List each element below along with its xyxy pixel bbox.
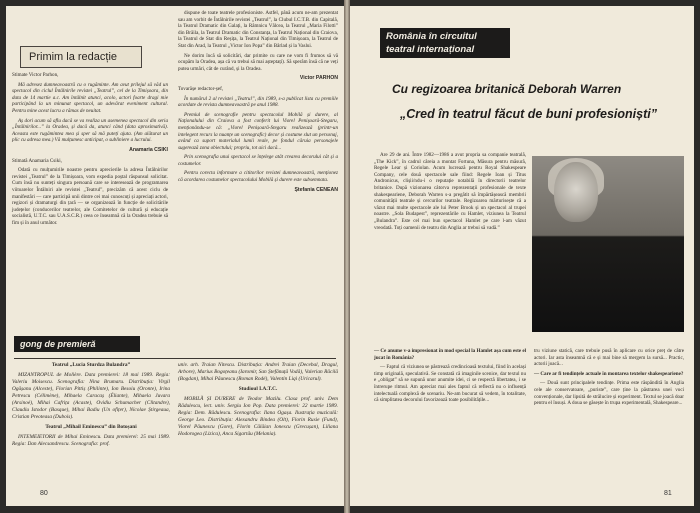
letter2-paragraph: În numărul 2 al revistei „Teatrul”, din 1989, s-a publicat lista cu premiile acordate de revista dumneavoastră pe anul 1988.: [178, 95, 338, 109]
letters-column-1: [12, 72, 168, 229]
premieres-column-2: [178, 362, 338, 441]
reply1-signature: Victor PARHON: [299, 75, 338, 82]
portrait-photo: [532, 156, 684, 332]
portrait-face: [554, 162, 598, 222]
answer: — Două sunt principalele tendințe. Prima este răspândită în Anglia cele ale conservatoare, „puriste”, care ține la păstrarea unei voci convenționale, dar lipsită de strălucire și experiment. Textul se joacă doar pentru el însuși. A doua se găsește în trupa experimentală, Shakespeare...: [534, 380, 684, 407]
letters-column-2: [178, 10, 338, 197]
question: — Ce anume v-a impresionat în mod special la Hamlet așa cum este el jucat în România?: [374, 348, 526, 361]
interview-quote: „Cred în teatrul făcut de buni profesioniști”: [400, 107, 657, 121]
letter2-paragraph: Pentru corecta informare a cititorilor revistei dumneavoastră, menționez că acordarea costumelor spectacolului Mobilă și durere este subsemnata.: [178, 170, 338, 184]
letter2-paragraph: Prin scenografia unui spectacol se înțelege atât crearea decorului cât și a costumelor.: [178, 154, 338, 167]
letter2-salutation: Tovarășe redactor-șef,: [178, 85, 224, 92]
divider: [14, 358, 336, 359]
section-title: Primim la redacție: [29, 51, 118, 63]
section-title-box: [20, 46, 142, 68]
reply1-continued: dispune de toate teatrele profesioniste. Astfel, până acum ne-am prezentat sau am vorbit de Întâlnirile revistei „Teatrul”, la Clubul I.C.T.B. din Capitală, la Teatrul Dramatic din Galați, la Râmnicu Vâlcea, la Teatrul „Maria Filotti” din Brăila, la Teatrul Dramatic din Constanța, la Teatrul Național din Craiova, la Teatrul de Stat din Reșița, la Teatrul Național din Timișoara, la Teatrul de Stat din Arad, la Teatrul „Victor Ion Popa” din Bârlad și la Vaslui.: [178, 10, 338, 49]
intro-paragraph: Are 29 de ani. Între 1982—1986 a avut propria sa companie teatrală, „The Kick”, în cadrul căreia a montat Fortuna, Măsura pentru măsură, Regele Lear și Coriolan. Acum lucrează pentru Royal Shakespeare Company, cele două spectacole sale fiind: Regele Ioan și Titus Andronicus, clișii/ndu-i o reputație notabilă în directorii teatrelor britanice. După vizionarea câtorva reprezentații profesionale de texte shakespeariene, Deborah Warren s-a pregătit să împărtășească membrii comunității teatrale și cercurilor teatrale. Regizoarea mărturisește că a văzut mai multe spectacole ale lui Peter Brook și un spectacol al trupei noastre. „Sola Budapest”, reprezentările cu Hamlet, viziunea la Teatrul „Bulandra”. Este cel mai bun spectacol Hamlet pe care l-am văzut vreodată. Toți oamenii de teatru din Anglia ar trebui să vadă.”: [374, 152, 526, 231]
page-number-left: 80: [40, 490, 48, 497]
letter1-paragraph: Aș dori acum să aflu dacă se va realiza un asemenea spectacol din seria „Întâlnirilor...” la Oradea, și dacă da, atunci când (data aproximativă). Aceasta este rugămintea mea și sper să mă puteți ajuta. (Am alăturat un plic cu adresa mea.) Vă mulțumesc anticipat, o subliniere a lucrului.: [12, 117, 168, 144]
letter1-signature: Anamaria CSIKI: [129, 146, 168, 153]
premiere-details: INTEMEIETORII de Mihai Eminescu. Data premierei: 25 mai 1989. Regia: Dan Alecsandrescu. Scenografia: prof.: [12, 434, 170, 447]
premiere-details: MOBILĂ ȘI DURERE de Teodor Mazilu. Clasa prof. univ. Dem Rădulescu, lect. univ. Sergiu Ion Pop. Data premierei: 22 martie 1989. Regia: Dem. Rădulescu. Scenografia: Ilana Ogașa. Ilustrația muzicală: George Leo. Distribuția: Alexandru Bindea (Olt), Florin Rusie (Fund), Viorel Păunescu (Gore), Florin Călăian Ionescu (Grecușan), Liliana Hodorogea (Lizica), Anca Sigartău (Melania).: [178, 396, 338, 437]
series-band: [380, 28, 510, 58]
letter2-paragraph: Premiul de scenografie pentru spectacolul Mobilă și durere, al Naționalului din Craiova a fost conferit lui Viorel Penișoară-Stegaru, menționându-se că: „Viorel Penișoară-Stegaru realizează (printr-un intelegent recurs la nuanțe un scenografic) decor și costume slut un personaj, având ca suport materialul lumii reale, pe fondul căruia personajele sugerează zona obiectului; propriu, tot aici dacă...: [178, 111, 338, 151]
premiere-band: gong de premieră: [14, 336, 140, 352]
premiere-theatre: Studioul I.A.T.C.: [238, 386, 278, 392]
premiere-theatre: Teatrul „Lucia Sturdza Bulandra”: [51, 362, 131, 368]
page-number-right: 81: [664, 490, 672, 497]
interview-qa-column-2: [534, 348, 684, 410]
series-band-line2: teatral internațional: [386, 44, 475, 55]
interview-intro: [374, 152, 526, 234]
left-page: [6, 6, 344, 506]
premiere-details: univ. arh. Traian Nitescu. Distribuția: Andrei Traian (Decebal, Dragul, Arbore), Marius Bogoțeanu (Iaromir, San Ștefănuță Vodă), Valerian Răcilă (Bogdan), Mihai Păunescu (Roman Rodé), Valentin Liqi (Uricarul).: [178, 362, 338, 382]
premiere-theatre: Teatrul „Mihail Eminescu” din Botoșani: [45, 424, 137, 430]
reply1-paragraph: Odată cu mulțumirile noastre pentru aprecierile la adresa Întâlnirilor revistei „Teatrul” de la Timișoara, vom expedia poștal răspunsul solicitat. Cum însă nu sunteți singura persoană care se interesează de programarea viitoarelor Întâlniri ale revistei „Teatrul”, precizăm că acest ciclu de manifestări — care participă unii dintre cei mai cunoscuți și apreciați actori, regizori și dramaturgi din țară — se organizează în funcție de solicitările județelor (conducerilor teatrelor, ale Comitetelor de cultură și educație socialistă, U.T.C. sau U.A.S.C.R.) ceea ce înseamnă că la Oradea trebuie să fim și în anul următor.: [12, 167, 168, 226]
letter2-signature: Ștefania CENEAN: [294, 186, 338, 193]
interview-heading: Cu regizoarea britanică Deborah Warren: [392, 82, 622, 96]
interview-qa-column-1: [374, 348, 526, 407]
letter1-paragraph: Mă adresez dumneavoastră cu o rugăminte. Am avut prilejul să văd un spectacol din ciclul Întâlnirile revistei „Teatrul”, cel de la Timișoara, din data de 14 martie a.c. Am întâlnit atunci, acolo, actori foarte dragi mie participând la un minunat spectacol, un adevărat eveniment cultural. Pentru mine acest lucru a rămas de neuitat.: [12, 81, 168, 114]
answer-continued: tru viziune statică, care trebuie pusă în aplicare cu orice preț de către actori. Iar asta înseamnă că e și mai bine să mergem la sursă... Practic, actorii joacă...: [534, 348, 684, 368]
reply1-continued: Ne dorim încă să solicitări, dar primite cu care ne vom fi frumos să vă ocupăm la Oradea, așa că va trebui să mai așteptați). Să sperăm însă că ne veți putea urmări, cât de curând, și la Oradea.: [178, 52, 338, 72]
letter1-salutation: Stimate Victor Parhon,: [12, 72, 59, 78]
premiere-details: MIZANTROPUL de Molière. Data premierei: 18 mai 1989. Regia: Valeriu Moisescu. Scenografia: Nina Brumaru. Distribuția: Virgil Ogășanu (Alceste), Florian Pittiș (Philinte), Ion Besoiu (Oronte), Irina Petrescu (Célimène), Mihaela Caracaș (Éliante), Mihaela Juvara (Arsinoé), Mihai Cafrița (Acaste), Ovidiu Schumacher (Clitandre), Claudiu Istodor (Basque), Mihai Badiu (Un ofițer), Nicolae Știrgeaua, Cristian Preoteasa (Dubois).: [12, 372, 170, 420]
right-page: [350, 6, 694, 506]
answer: — Faptul că viziunea se păstrează credincioasă textului, fiind în același timp originală, speculativă. Se constată că imaginile scenice, dar textul nu e „obligat” să se supună unor anumite idei, ci se respectă libertatea, i se întrerupe ritmul. Am apreciat mai ales faptul că reflectă nu o influență intelectuală complexă de scenariu. Ne-am bucurat să vedem, în totalitate, că simplitatea decorului favorizează toate posibilitățile...: [374, 364, 526, 404]
question: — Care ar fi tendințele actuale în montarea textelor shakespeariene?: [534, 370, 684, 377]
series-band-line1: România în circuitul: [386, 31, 477, 42]
reply1-salutation: Stimată Anamaria Csiki,: [12, 157, 62, 164]
premieres-column-1: [12, 362, 170, 451]
